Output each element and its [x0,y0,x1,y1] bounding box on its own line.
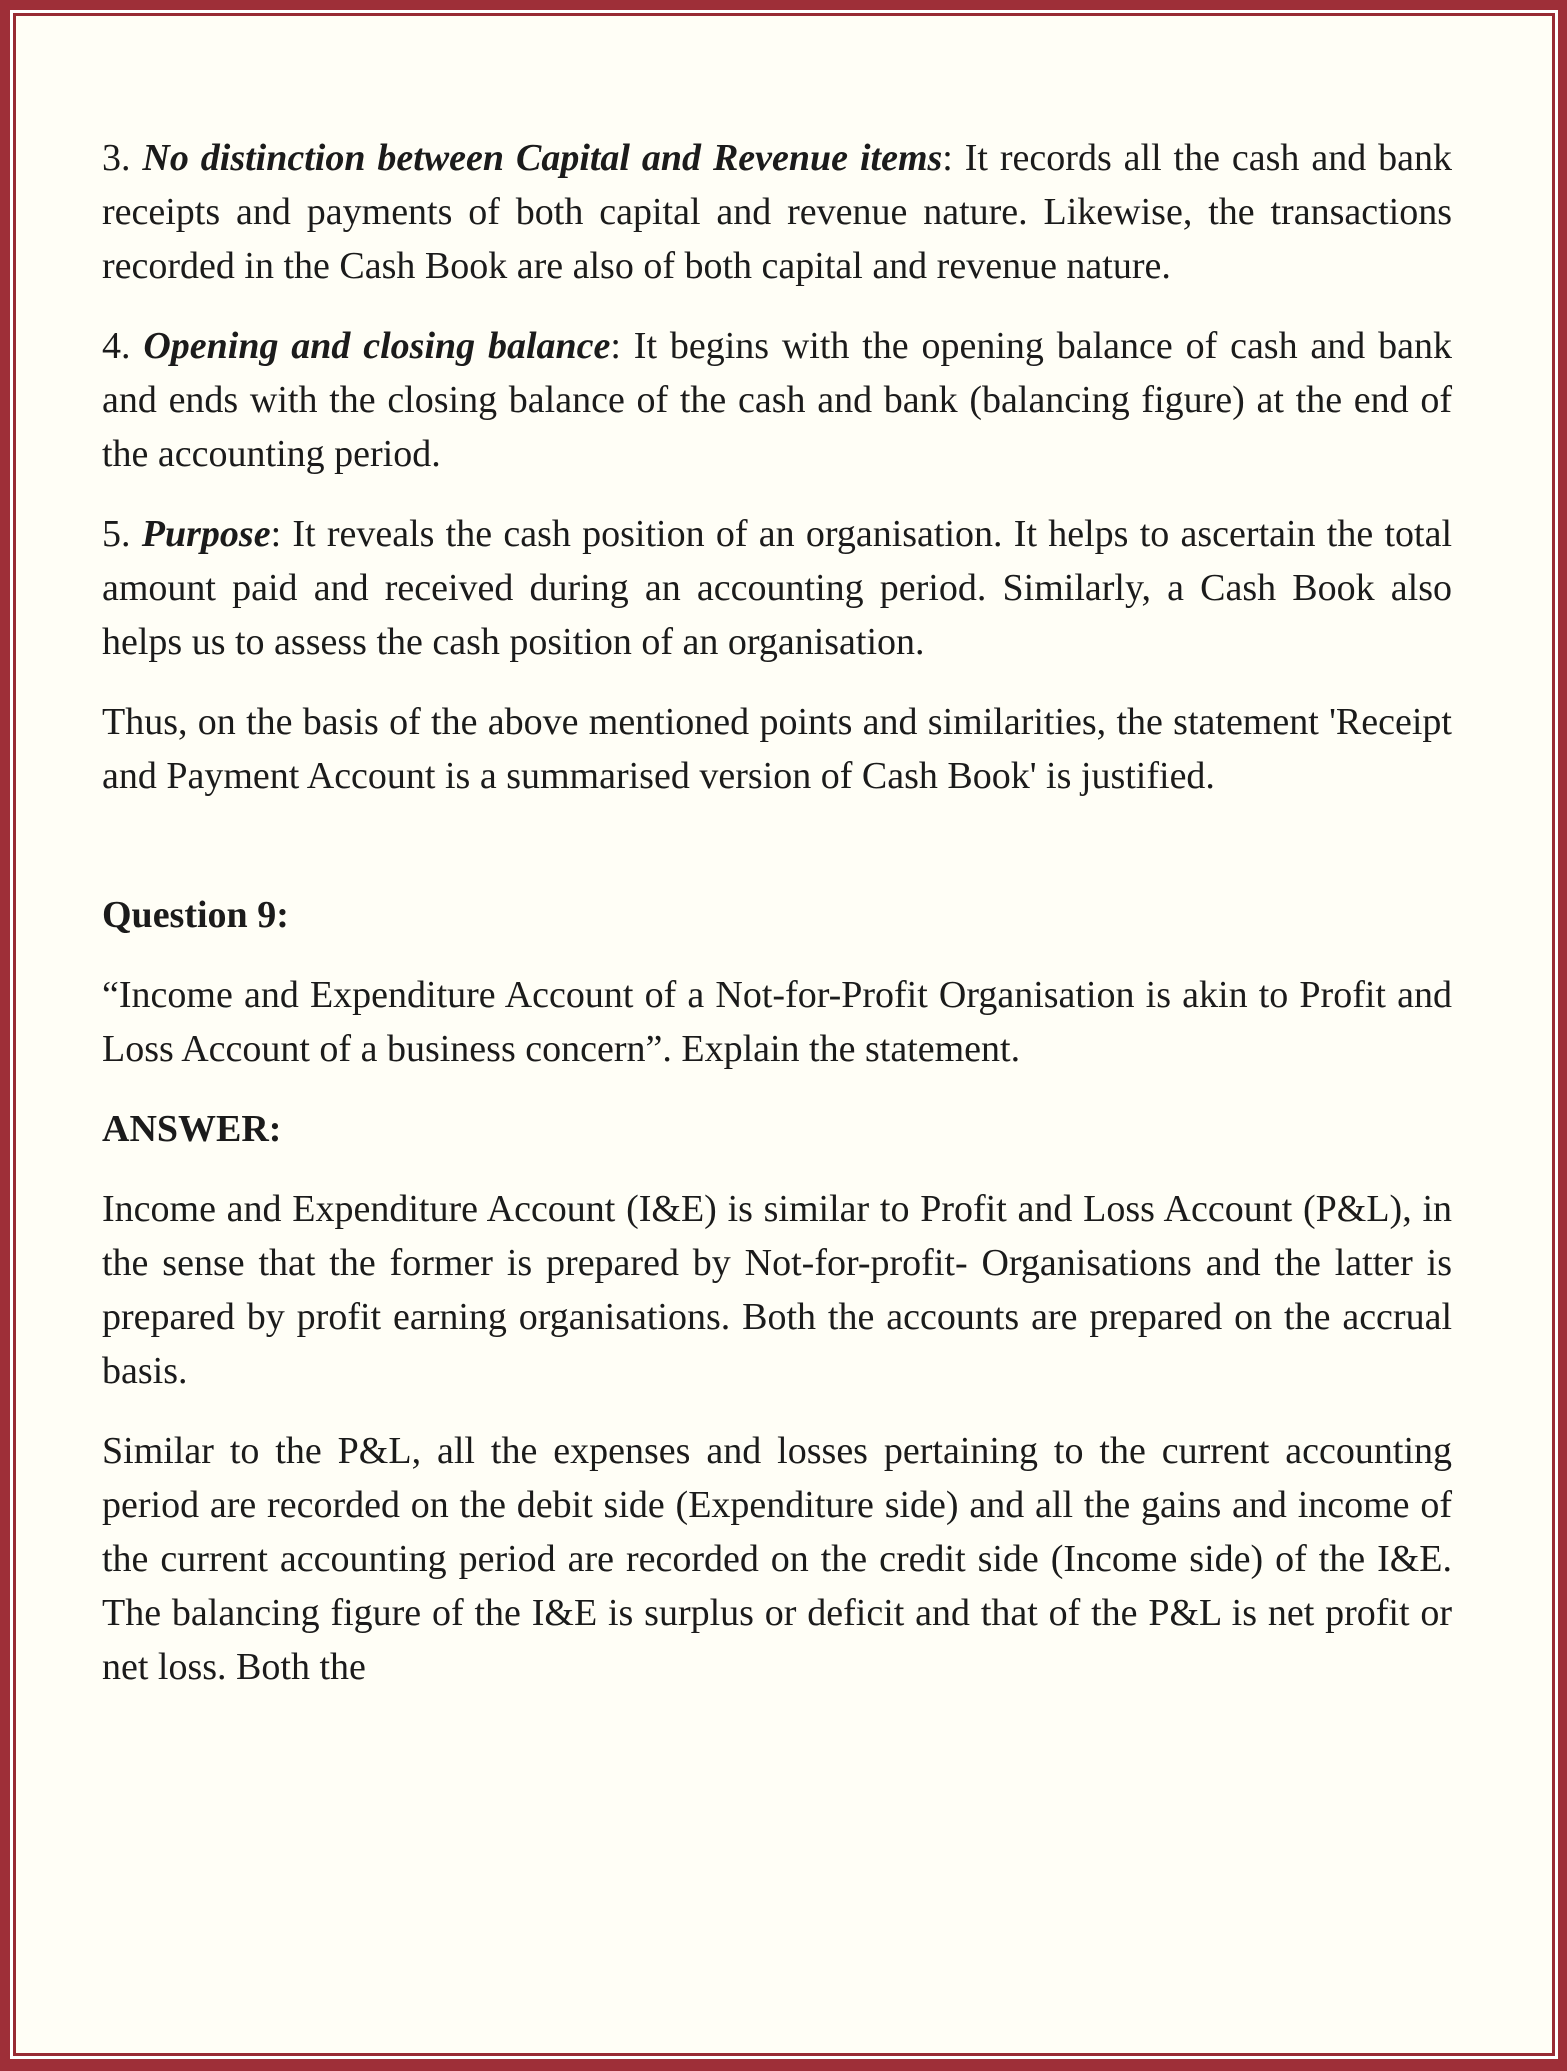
answer-heading: ANSWER: [102,1108,282,1150]
point-3-heading: No distinction between Capital and Revenue items [142,137,943,179]
paragraph-point-5 [102,507,1452,669]
point-4-number: 4. [102,325,144,367]
paragraph-point-3 [102,131,1452,293]
question-9-heading: Question 9: [102,894,289,936]
answer-paragraph-1: Income and Expenditure Account (I&E) is similar to Profit and Loss Account (P&L), in the sense that the former is prepared by Not-for-profit- Organisations and the latter is prepared by profit earning organisations. Both the accounts are prepared on the accrual basis. [102,1188,1452,1392]
point-4-text: : It begins with the opening balance of cash and bank and ends with the closing balance of the cash and bank (balancing figure) at the end of the accounting period. [102,325,1452,475]
border-gap [10,10,1558,2059]
page-content-area [13,13,1555,2056]
point-3-number: 3. [102,137,143,179]
point-4-heading: Opening and closing balance [143,325,611,367]
paragraph-point-4 [102,319,1452,481]
point-5-number: 5. [102,513,142,555]
point-3-text: : It records all the cash and bank receipts and payments of both capital and revenue nature. Likewise, the transactions recorded in the Cash Book are also of both capital and revenue nature. [102,137,1452,287]
answer-paragraph-2: Similar to the P&L, all the expenses and losses pertaining to the current accounting period are recorded on the debit side (Expenditure side) and all the gains and income of the current accounting period are recorded on the credit side (Income side) of the I&E. The balancing figure of the I&E is surplus or deficit and that of the P&L is net profit or net loss. Both the [102,1430,1452,1688]
point-5-heading: Purpose [141,513,271,555]
point-5-text: : It reveals the cash position of an organisation. It helps to ascertain the total amount paid and received during an accounting period. Similarly, a Cash Book also helps us to assess the cash position of an organisation. [102,513,1453,663]
conclusion-paragraph: Thus, on the basis of the above mentioned points and similarities, the statement 'Receipt and Payment Account is a summarised version of Cash Book' is justified. [102,701,1452,797]
question-9-text: “Income and Expenditure Account of a Not-for-Profit Organisation is akin to Profit and Loss Account of a business concern”. Explain the statement. [102,974,1452,1070]
